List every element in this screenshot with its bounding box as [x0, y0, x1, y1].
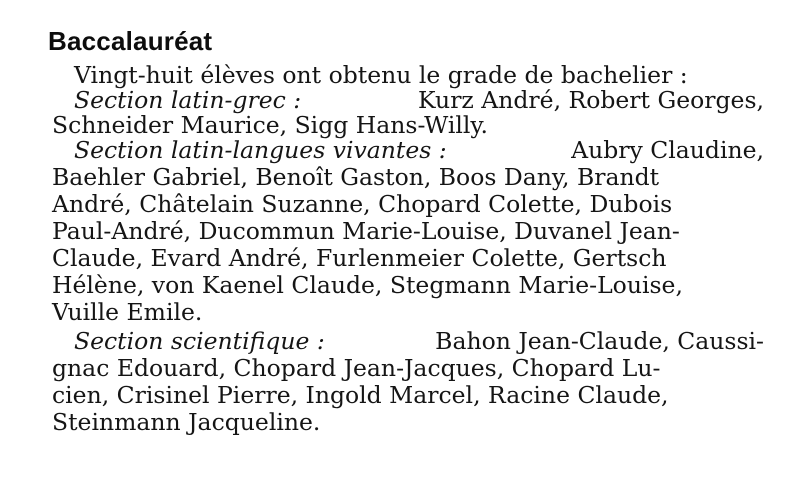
section-line-scientifique [74, 328, 764, 355]
names-line [52, 191, 672, 218]
intro-text: Vingt-huit élèves ont obtenu le grade de bachelier : [74, 61, 688, 89]
names-line [52, 272, 683, 299]
names-line [52, 409, 320, 436]
names-text: Paul-André, Ducommun Marie-Louise, Duvanel Jean- [52, 217, 680, 245]
section-line-latin-langues-vivantes [74, 137, 764, 164]
names-text: cien, Crisinel Pierre, Ingold Marcel, Racine Claude, [52, 381, 669, 409]
names-text: André, Châtelain Suzanne, Chopard Colette, Dubois [52, 190, 673, 218]
names-text: Kurz André, Robert Georges, [418, 86, 764, 114]
names-line [52, 245, 667, 272]
names-text: Bahon Jean-Claude, Caussi- [435, 327, 764, 355]
names-line [52, 382, 669, 409]
names-text: Schneider Maurice, Sigg Hans-Willy. [52, 111, 489, 139]
names-text: Hélène, von Kaenel Claude, Stegmann Marie-Louise, [52, 271, 683, 299]
names-line [52, 299, 202, 326]
names-text: Steinmann Jacqueline. [52, 408, 321, 436]
section-label: Section scientifique : [74, 327, 325, 355]
names-text: Claude, Evard André, Furlenmeier Colette, Gertsch [52, 244, 667, 272]
names-line [52, 112, 488, 139]
names-text: gnac Edouard, Chopard Jean-Jacques, Chopard Lu- [52, 354, 661, 382]
names-text: Baehler Gabriel, Benoît Gaston, Boos Dany, Brandt [52, 163, 660, 191]
section-line-latin-grec [74, 87, 764, 114]
section-label: Section latin-langues vivantes : [74, 136, 447, 164]
names-text: Aubry Claudine, [571, 136, 764, 164]
names-text: Vuille Emile. [52, 298, 203, 326]
section-label: Section latin-grec : [74, 86, 302, 114]
names-line [52, 355, 660, 382]
intro-line [74, 62, 688, 89]
names-line [52, 218, 680, 245]
names-line [52, 164, 659, 191]
section-heading: Baccalauréat [48, 26, 213, 56]
